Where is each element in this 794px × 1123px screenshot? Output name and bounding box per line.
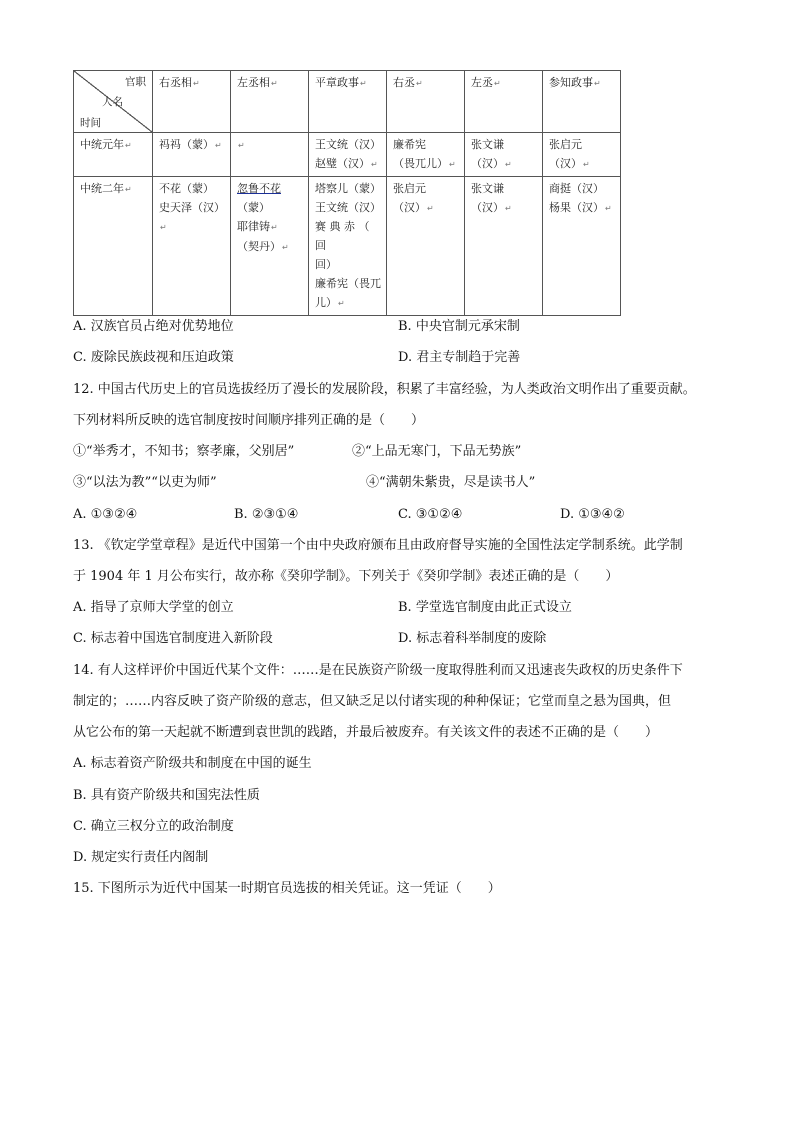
- q13-stem-line2: 于 1904 年 1 月公布实行，故亦称《癸卯学制》。下列关于《癸卯学制》表述正确的是（ ）: [73, 569, 619, 584]
- q13-option-a: A. 指导了京师大学堂的创立: [73, 600, 234, 615]
- q13-option-d: D. 标志着科举制度的废除: [398, 631, 547, 646]
- q11-option-a: A. 汉族官员占绝对优势地位: [73, 319, 234, 334]
- table-cell: 祃祃（蒙）↵: [153, 133, 231, 177]
- table-cell: 塔察儿（蒙） 王文统（汉） 赛 典 赤 （ 回 回） 廉希宪（畏兀 儿）↵: [309, 177, 387, 316]
- q14-option-c: C. 确立三权分立的政治制度: [73, 819, 234, 834]
- corner-label-name: 人名: [102, 96, 123, 108]
- q12-stem-line1: 12. 中国古代历史上的官员选拔经历了漫长的发展阶段，积累了丰富经验，为人类政治文明作出了重要贡献。: [73, 382, 696, 397]
- table-row: [74, 177, 621, 316]
- header-cell: 参知政事↵: [543, 71, 621, 133]
- q14-option-a: A. 标志着资产阶级共和制度在中国的诞生: [73, 756, 312, 771]
- header-cell: 左丞↵: [465, 71, 543, 133]
- q12-stem-line2: 下列材料所反映的选官制度按时间顺序排列正确的是（ ）: [73, 413, 425, 428]
- q14-option-b: B. 具有资产阶级共和国宪法性质: [73, 788, 260, 803]
- officials-table: [73, 70, 621, 316]
- header-cell: 左丞相↵: [231, 71, 309, 133]
- table-cell: 张文谦 （汉）↵: [465, 177, 543, 316]
- q12-option-a: A. ①③②④: [73, 507, 138, 522]
- table-header-row: [74, 71, 621, 133]
- corner-label-time: 时间: [80, 117, 101, 129]
- q12-material-2: ②“上品无寒门，下品无势族”: [352, 444, 522, 459]
- corner-label-office: 官职: [125, 76, 146, 88]
- table-cell: 忽鲁不花 （蒙） 耶律铸↵ （契丹）↵: [231, 177, 309, 316]
- q12-option-c: C. ③①②④: [398, 507, 463, 522]
- q11-option-d: D. 君主专制趋于完善: [398, 350, 521, 365]
- q14-stem-line3: 从它公布的第一天起就不断遭到袁世凯的践踏，并最后被废弃。有关该文件的表述不正确的是（ ）: [73, 725, 659, 740]
- row-time-cell: 中统二年↵: [74, 177, 153, 316]
- table-cell: ↵: [231, 133, 309, 177]
- q12-material-4: ④“满朝朱紫贵，尽是读书人”: [366, 475, 536, 490]
- q11-option-c: C. 废除民族歧视和压迫政策: [73, 350, 234, 365]
- table-cell: 张启元 （汉）↵: [387, 177, 465, 316]
- row-time-cell: 中统元年↵: [74, 133, 153, 177]
- q15-stem-line1: 15. 下图所示为近代中国某一时期官员选拔的相关凭证。这一凭证（ ）: [73, 881, 501, 896]
- q14-option-d: D. 规定实行责任内阁制: [73, 850, 209, 865]
- table-corner-cell: [74, 71, 153, 133]
- q13-option-c: C. 标志着中国选官制度进入新阶段: [73, 631, 273, 646]
- table-cell: 张文谦 （汉）↵: [465, 133, 543, 177]
- table-row: [74, 133, 621, 177]
- table-cell: 王文统（汉） 赵璧（汉）↵: [309, 133, 387, 177]
- table-cell: 商挺（汉） 杨果（汉）↵: [543, 177, 621, 316]
- q12-material-3: ③“以法为教”“以吏为师”: [73, 475, 217, 490]
- q12-option-d: D. ①③④②: [560, 507, 625, 522]
- q12-material-1: ①“举秀才，不知书；察孝廉，父别居”: [73, 444, 295, 459]
- table-cell: 廉希宪 （畏兀儿）↵: [387, 133, 465, 177]
- table-cell: 张启元 （汉）↵: [543, 133, 621, 177]
- header-cell: 平章政事↵: [309, 71, 387, 133]
- q13-option-b: B. 学堂选官制度由此正式设立: [398, 600, 572, 615]
- q13-stem-line1: 13. 《钦定学堂章程》是近代中国第一个由中央政府颁布且由政府督导实施的全国性法定学制系统。此学制: [73, 538, 683, 553]
- header-cell: 右丞相↵: [153, 71, 231, 133]
- table-cell: 不花（蒙） 史天泽（汉）↵: [153, 177, 231, 316]
- q12-option-b: B. ②③①④: [234, 507, 299, 522]
- header-cell: 右丞↵: [387, 71, 465, 133]
- q14-stem-line2: 制定的；……内容反映了资产阶级的意志，但又缺乏足以付诸实现的种种保证；它堂而皇之悬为国典，但: [73, 694, 672, 709]
- q14-stem-line1: 14. 有人这样评价中国近代某个文件：……是在民族资产阶级一度取得胜利而又迅速丧失政权的历史条件下: [73, 663, 683, 678]
- q11-option-b: B. 中央官制元承宋制: [398, 319, 520, 334]
